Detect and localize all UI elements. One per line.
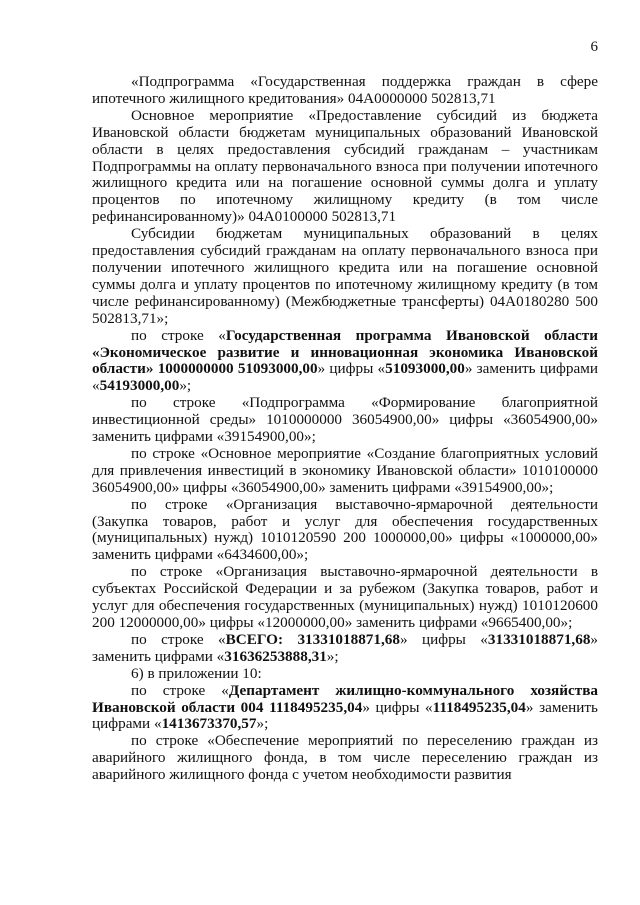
paragraph-text: » заменить цифрами « bbox=[92, 698, 598, 733]
paragraph-text: » цифры « bbox=[362, 698, 433, 716]
new-value: 54193000,00 bbox=[99, 377, 180, 395]
paragraph-appendix-10: 6) в приложении 10: bbox=[131, 664, 262, 682]
paragraph-exhibition-abroad: по строке «Организация выставочно-ярмарочной деятельности в субъектах Российской Федерации и за рубежом (Закупка товаров, работ и услуг для обеспечения государственных (муниципальных) нужд) 1010120600 200 12000000,00» цифры «12000000,00» заменить цифрами «9665400,00»; bbox=[92, 563, 598, 631]
page-number: 6 bbox=[590, 39, 598, 55]
department-name: Департамент жилищно-коммунального хозяйства Ивановской области 004 1118495235,04 bbox=[92, 681, 598, 716]
paragraph-text: » заменить цифрами « bbox=[92, 630, 598, 665]
document-body bbox=[92, 74, 598, 784]
old-value: 31331018871,68 bbox=[487, 630, 591, 648]
paragraph-subprogram-mortgage: «Подпрограмма «Государственная поддержка граждан в сфере ипотечного жилищного кредитования» 04А0000000 502813,71 bbox=[92, 73, 598, 107]
paragraph-total bbox=[92, 632, 598, 666]
paragraph-investment-environment: по строке «Подпрограмма «Формирование благоприятной инвестиционной среды» 1010000000 36054900,00» цифры «36054900,00» заменить цифрами «39154900,00»; bbox=[92, 394, 598, 446]
paragraph-text: » цифры « bbox=[399, 630, 488, 648]
program-name: Государственная программа Ивановской области «Экономическое развитие и инновационная экономика Ивановской области» 1000000000 51093000,00 bbox=[92, 326, 598, 378]
new-value: 31636253888,31 bbox=[224, 647, 327, 665]
paragraph-text: »; bbox=[256, 715, 269, 733]
total-label: ВСЕГО: 31331018871,68 bbox=[225, 630, 400, 648]
paragraph-housing-department bbox=[92, 683, 598, 734]
paragraph-resettlement: по строке «Обеспечение мероприятий по переселению граждан из аварийного жилищного фонда, в том числе переселению граждан из аварийного жилищного фонда с учетом необходимости развития bbox=[92, 732, 598, 784]
old-value: 51093000,00 bbox=[385, 360, 465, 378]
paragraph-text: по строке « bbox=[131, 326, 226, 344]
paragraph-text: по строке « bbox=[131, 681, 229, 699]
paragraph-text: »; bbox=[179, 377, 192, 395]
old-value: 1118495235,04 bbox=[432, 698, 526, 716]
paragraph-text: » цифры « bbox=[317, 360, 386, 378]
paragraph-exhibition-activity: по строке «Организация выставочно-ярмарочной деятельности (Закупка товаров, работ и услуг для обеспечения государственных (муниципальных) нужд) 1010120590 200 1000000,00» цифры «1000000,00» заменить цифрами «6434600,00»; bbox=[92, 495, 598, 564]
paragraph-main-measure-subsidies: Основное мероприятие «Предоставление субсидий из бюджета Ивановской области бюджетам муниципальных образований Ивановской области в целях предоставления субсидий гражданам – участникам Подпрограммы на оплату первоначального взноса при получении ипотечного жилищного кредита или на погашение основной суммы долга и уплату процентов по ипотечному жилищному кредиту (в том числе рефинансированному)» 04А0100000 502813,71 bbox=[92, 106, 598, 226]
paragraph-text: по строке « bbox=[131, 630, 226, 648]
paragraph-municipal-subsidies: Субсидии бюджетам муниципальных образований в целях предоставления субсидий гражданам на оплату первоначального взноса при получении ипотечного жилищного кредита или на погашение основной суммы долга и уплату процентов по ипотечному жилищному кредиту (в том числе рефинансированному) (Межбюджетные трансферты) 04А0180280 500 502813,71»; bbox=[92, 225, 598, 327]
paragraph-investment-conditions: по строке «Основное мероприятие «Создание благоприятных условий для привлечения инвестиций в экономику Ивановской области» 1010100000 36054900,00» цифры «36054900,00» заменить цифрами «39154900,00»; bbox=[92, 444, 598, 496]
paragraph-state-program-economy bbox=[92, 328, 598, 396]
paragraph-text: »; bbox=[326, 647, 339, 665]
new-value: 1413673370,57 bbox=[161, 715, 257, 733]
paragraph-text: » заменить цифрами « bbox=[92, 360, 598, 395]
